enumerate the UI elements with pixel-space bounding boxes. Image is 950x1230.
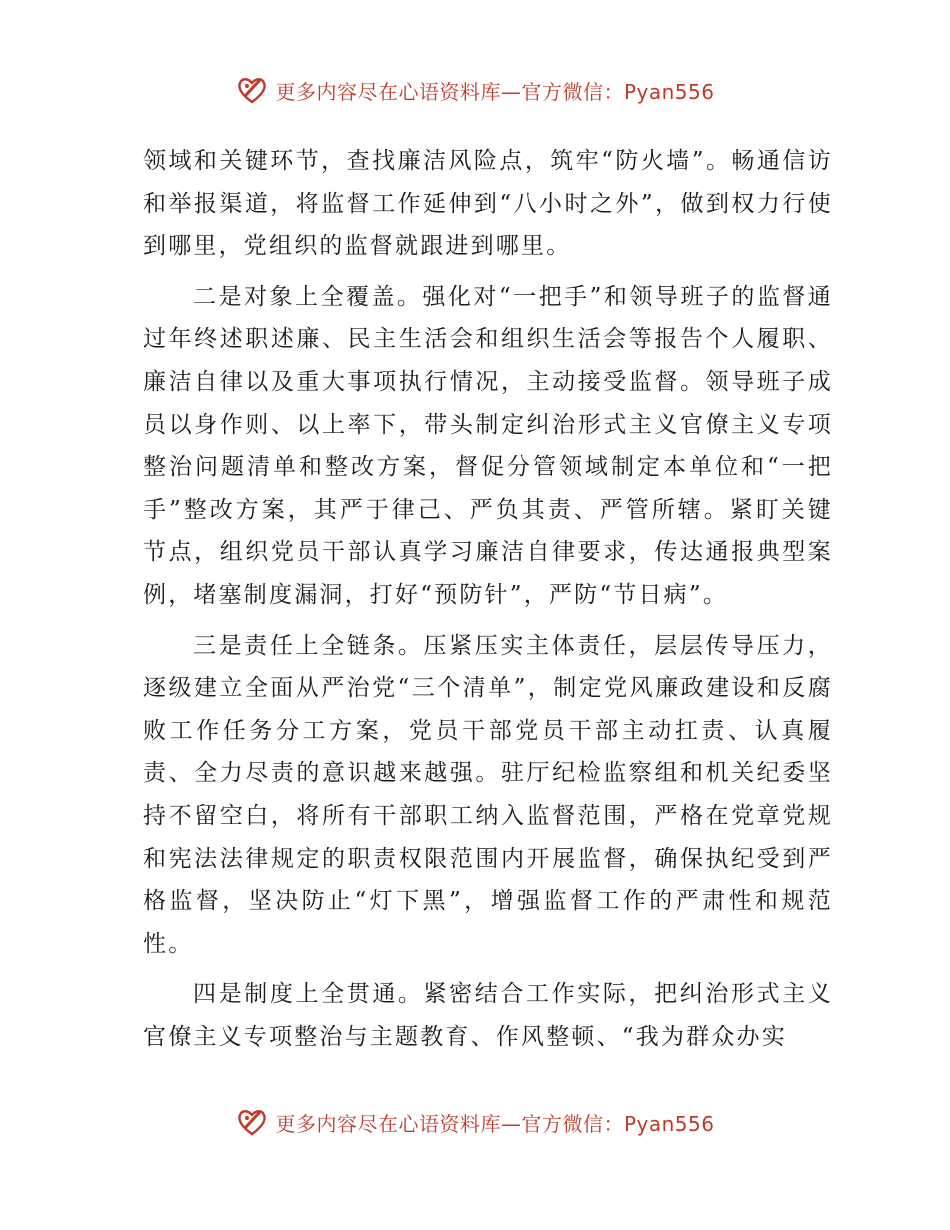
paragraph-1: 领域和关键环节，查找廉洁风险点，筑牢“防火墙”。畅通信访和举报渠道，将监督工作延伸到“八小时之外”，做到权力行使到哪里，党组织的监督就跟进到哪里。 xyxy=(143,148,833,260)
paragraph-3: 三是责任上全链条。压紧压实主体责任，层层传导压力，逐级建立全面从严治党“三个清单”，制定党风廉政建设和反腐败工作任务分工方案，党员干部党员干部主动扛责、认真履责、全力尽责的意识越来越强。驻厅纪检监察组和机关纪委坚持不留空白，将所有干部职工纳入监督范围，严格在党章党规和宪法法律规定的职责权限范围内开展监督，确保执纪受到严格监督，坚决防止“灯下黑”，增强监督工作的严肃性和规范性。 xyxy=(143,632,833,957)
heart-pen-logo-icon xyxy=(235,73,269,107)
document-body xyxy=(143,140,833,1066)
heart-pen-logo-icon xyxy=(235,1105,269,1139)
header-banner-text: 更多内容尽在心语资料库—官方微信：Pyan556 xyxy=(275,79,715,104)
footer-banner-inner xyxy=(235,1105,714,1139)
paragraph-4: 四是制度上全贯通。紧密结合工作实际，把纠治形式主义官僚主义专项整治与主题教育、作风整顿、“我为群众办实 xyxy=(143,981,833,1050)
footer-banner-text: 更多内容尽在心语资料库—官方微信：Pyan556 xyxy=(275,1111,715,1136)
header-banner-inner xyxy=(235,73,714,107)
header-banner xyxy=(0,70,950,110)
footer-banner xyxy=(0,1102,950,1142)
paragraph-2: 二是对象上全覆盖。强化对“一把手”和领导班子的监督通过年终述职述廉、民主生活会和组织生活会等报告个人履职、廉洁自律以及重大事项执行情况，主动接受监督。领导班子成员以身作则、以上率下，带头制定纠治形式主义官僚主义专项整治问题清单和整改方案，督促分管领域制定本单位和“一把手”整改方案，其严于律己、严负其责、严管所辖。紧盯关键节点，组织党员干部认真学习廉洁自律要求，传达通报典型案例，堵塞制度漏洞，打好“预防针”，严防“节日病”。 xyxy=(143,283,833,608)
